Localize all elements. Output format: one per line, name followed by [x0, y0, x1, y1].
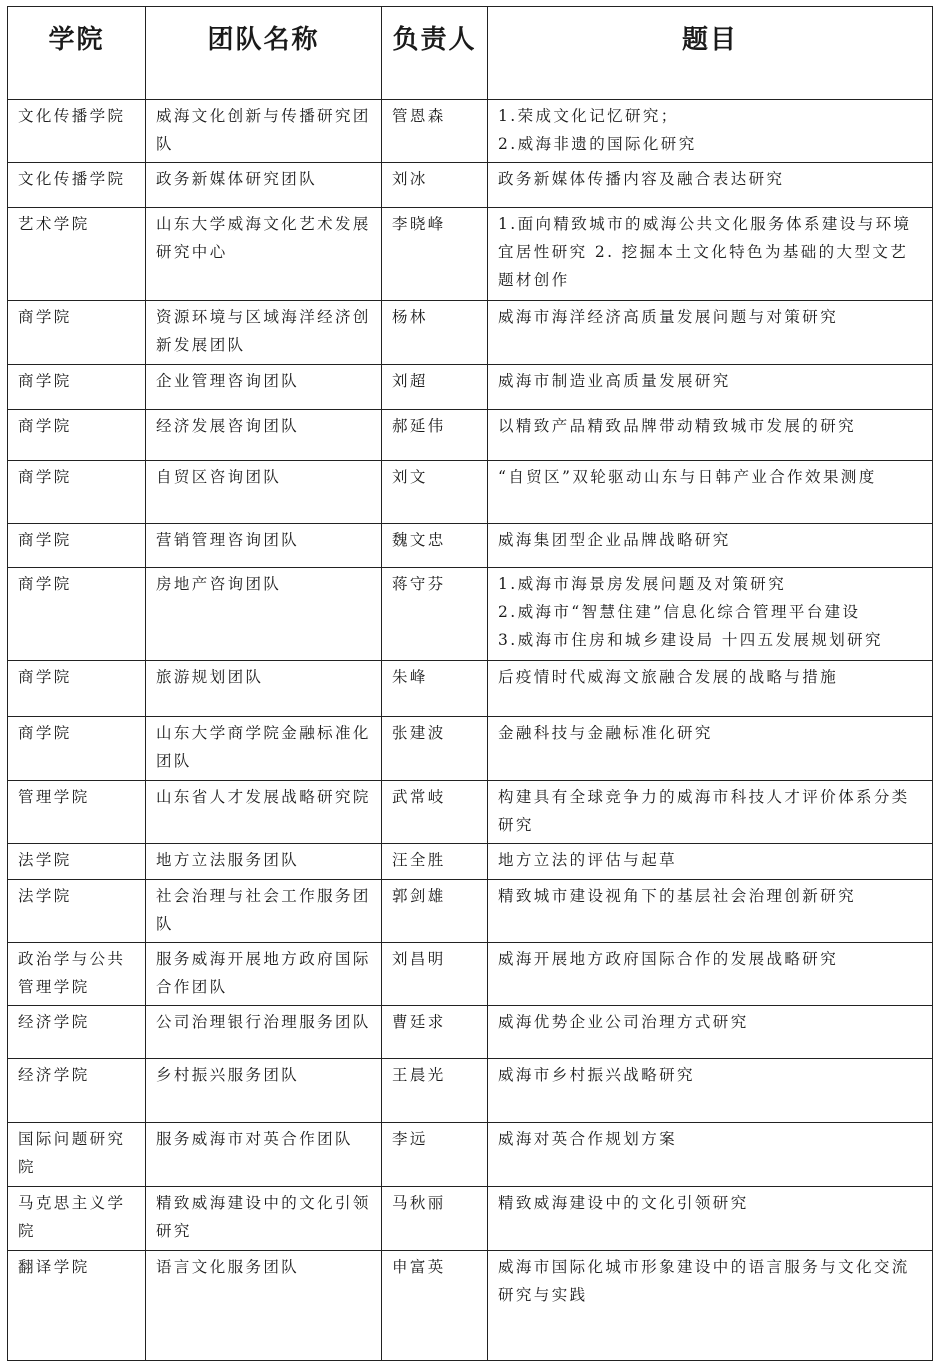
team-name-cell: 旅游规划团队	[146, 661, 382, 717]
table-row	[8, 410, 933, 461]
college-cell: 管理学院	[8, 781, 146, 844]
topic-line: 1.面向精致城市的威海公共文化服务体系建设与环境宜居性研究 2. 挖掘本土文化特色为基础的大型文艺题材创作	[498, 215, 912, 289]
header-team-name: 团队名称	[146, 7, 382, 100]
topic-line: 威海市国际化城市形象建设中的语言服务与文化交流研究与实践	[498, 1258, 910, 1304]
leader-cell: 李晓峰	[382, 208, 488, 301]
leader-cell: 曹廷求	[382, 1006, 488, 1059]
topic-cell	[488, 717, 933, 781]
topic-line: 威海市海洋经济高质量发展问题与对策研究	[498, 308, 839, 326]
topic-cell	[488, 568, 933, 661]
college-cell: 经济学院	[8, 1059, 146, 1123]
header-row	[8, 7, 933, 100]
leader-cell: 郝延伟	[382, 410, 488, 461]
college-cell: 马克思主义学院	[8, 1187, 146, 1251]
team-name-cell: 服务威海开展地方政府国际合作团队	[146, 943, 382, 1006]
leader-cell: 武常岐	[382, 781, 488, 844]
topic-cell	[488, 661, 933, 717]
topic-line: 政务新媒体传播内容及融合表达研究	[498, 170, 785, 188]
team-name-cell: 精致威海建设中的文化引领研究	[146, 1187, 382, 1251]
college-cell: 商学院	[8, 301, 146, 365]
college-cell: 商学院	[8, 661, 146, 717]
leader-cell: 张建波	[382, 717, 488, 781]
college-cell: 政治学与公共管理学院	[8, 943, 146, 1006]
leader-cell: 魏文忠	[382, 524, 488, 568]
topic-cell	[488, 880, 933, 943]
team-name-cell: 营销管理咨询团队	[146, 524, 382, 568]
table-row	[8, 163, 933, 208]
leader-cell: 马秋丽	[382, 1187, 488, 1251]
topic-cell	[488, 524, 933, 568]
topic-cell	[488, 163, 933, 208]
table-row	[8, 717, 933, 781]
topic-cell	[488, 208, 933, 301]
college-cell: 商学院	[8, 365, 146, 410]
team-name-cell: 山东省人才发展战略研究院	[146, 781, 382, 844]
topic-line: 金融科技与金融标准化研究	[498, 724, 713, 742]
topic-line: 1.威海市海景房发展问题及对策研究	[498, 575, 787, 593]
table-row	[8, 365, 933, 410]
topic-line: 3.威海市住房和城乡建设局 十四五发展规划研究	[498, 631, 883, 649]
topic-cell	[488, 365, 933, 410]
college-cell: 商学院	[8, 524, 146, 568]
team-name-cell: 房地产咨询团队	[146, 568, 382, 661]
topic-cell	[488, 461, 933, 524]
table-row	[8, 1123, 933, 1187]
topic-cell	[488, 781, 933, 844]
topic-line: 精致城市建设视角下的基层社会治理创新研究	[498, 887, 857, 905]
topic-line: 威海市乡村振兴战略研究	[498, 1066, 695, 1084]
topic-cell	[488, 1006, 933, 1059]
team-name-cell: 威海文化创新与传播研究团队	[146, 100, 382, 163]
topic-cell	[488, 1123, 933, 1187]
team-name-cell: 语言文化服务团队	[146, 1251, 382, 1361]
leader-cell: 李远	[382, 1123, 488, 1187]
table-row	[8, 880, 933, 943]
header-leader: 负责人	[382, 7, 488, 100]
college-cell: 翻译学院	[8, 1251, 146, 1361]
topic-line: 威海对英合作规划方案	[498, 1130, 678, 1148]
leader-cell: 申富英	[382, 1251, 488, 1361]
topic-line: 精致威海建设中的文化引领研究	[498, 1194, 749, 1212]
topic-cell	[488, 943, 933, 1006]
college-cell: 商学院	[8, 410, 146, 461]
leader-cell: 汪全胜	[382, 844, 488, 880]
topic-line: 以精致产品精致品牌带动精致城市发展的研究	[498, 417, 857, 435]
topic-line: 1.荣成文化记忆研究；	[498, 107, 679, 125]
topic-line: 威海开展地方政府国际合作的发展战略研究	[498, 950, 839, 968]
table-row	[8, 461, 933, 524]
table-row	[8, 1059, 933, 1123]
leader-cell: 管恩森	[382, 100, 488, 163]
topic-line: 2.威海市“智慧住建”信息化综合管理平台建设	[498, 603, 861, 621]
topic-line: 威海市制造业高质量发展研究	[498, 372, 731, 390]
topic-line: 2.威海非遗的国际化研究	[498, 135, 697, 153]
table-row	[8, 661, 933, 717]
table-row	[8, 100, 933, 163]
team-name-cell: 服务威海市对英合作团队	[146, 1123, 382, 1187]
leader-cell: 杨林	[382, 301, 488, 365]
college-cell: 法学院	[8, 844, 146, 880]
topic-line: 威海集团型企业品牌战略研究	[498, 531, 731, 549]
college-cell: 艺术学院	[8, 208, 146, 301]
topic-cell	[488, 1059, 933, 1123]
topic-line: 地方立法的评估与起草	[498, 851, 678, 869]
table-row	[8, 208, 933, 301]
team-name-cell: 山东大学威海文化艺术发展研究中心	[146, 208, 382, 301]
college-cell: 文化传播学院	[8, 163, 146, 208]
college-cell: 法学院	[8, 880, 146, 943]
leader-cell: 刘昌明	[382, 943, 488, 1006]
topic-line: “自贸区”双轮驱动山东与日韩产业合作效果测度	[498, 468, 877, 486]
table-row	[8, 568, 933, 661]
team-name-cell: 地方立法服务团队	[146, 844, 382, 880]
college-cell: 经济学院	[8, 1006, 146, 1059]
team-name-cell: 山东大学商学院金融标准化团队	[146, 717, 382, 781]
topic-line: 构建具有全球竞争力的威海市科技人才评价体系分类研究	[498, 788, 910, 834]
table-row	[8, 844, 933, 880]
topic-cell	[488, 1251, 933, 1361]
college-cell: 商学院	[8, 568, 146, 661]
college-cell: 商学院	[8, 717, 146, 781]
topic-line: 后疫情时代威海文旅融合发展的战略与措施	[498, 668, 839, 686]
team-name-cell: 资源环境与区域海洋经济创新发展团队	[146, 301, 382, 365]
topic-cell	[488, 100, 933, 163]
leader-cell: 刘文	[382, 461, 488, 524]
team-name-cell: 公司治理银行治理服务团队	[146, 1006, 382, 1059]
header-topic: 题目	[488, 7, 933, 100]
topic-cell	[488, 1187, 933, 1251]
table-row	[8, 1006, 933, 1059]
table-row	[8, 781, 933, 844]
college-cell: 文化传播学院	[8, 100, 146, 163]
topic-line: 威海优势企业公司治理方式研究	[498, 1013, 749, 1031]
team-name-cell: 经济发展咨询团队	[146, 410, 382, 461]
header-college: 学院	[8, 7, 146, 100]
college-cell: 国际问题研究院	[8, 1123, 146, 1187]
college-cell: 商学院	[8, 461, 146, 524]
leader-cell: 刘超	[382, 365, 488, 410]
leader-cell: 蒋守芬	[382, 568, 488, 661]
topic-cell	[488, 301, 933, 365]
team-name-cell: 自贸区咨询团队	[146, 461, 382, 524]
research-teams-table	[7, 6, 933, 1361]
leader-cell: 郭剑雄	[382, 880, 488, 943]
table-row	[8, 524, 933, 568]
table-row	[8, 1251, 933, 1361]
team-name-cell: 乡村振兴服务团队	[146, 1059, 382, 1123]
leader-cell: 刘冰	[382, 163, 488, 208]
table-row	[8, 1187, 933, 1251]
topic-cell	[488, 410, 933, 461]
leader-cell: 王晨光	[382, 1059, 488, 1123]
table-row	[8, 301, 933, 365]
topic-cell	[488, 844, 933, 880]
table-row	[8, 943, 933, 1006]
team-name-cell: 政务新媒体研究团队	[146, 163, 382, 208]
leader-cell: 朱峰	[382, 661, 488, 717]
team-name-cell: 企业管理咨询团队	[146, 365, 382, 410]
team-name-cell: 社会治理与社会工作服务团队	[146, 880, 382, 943]
